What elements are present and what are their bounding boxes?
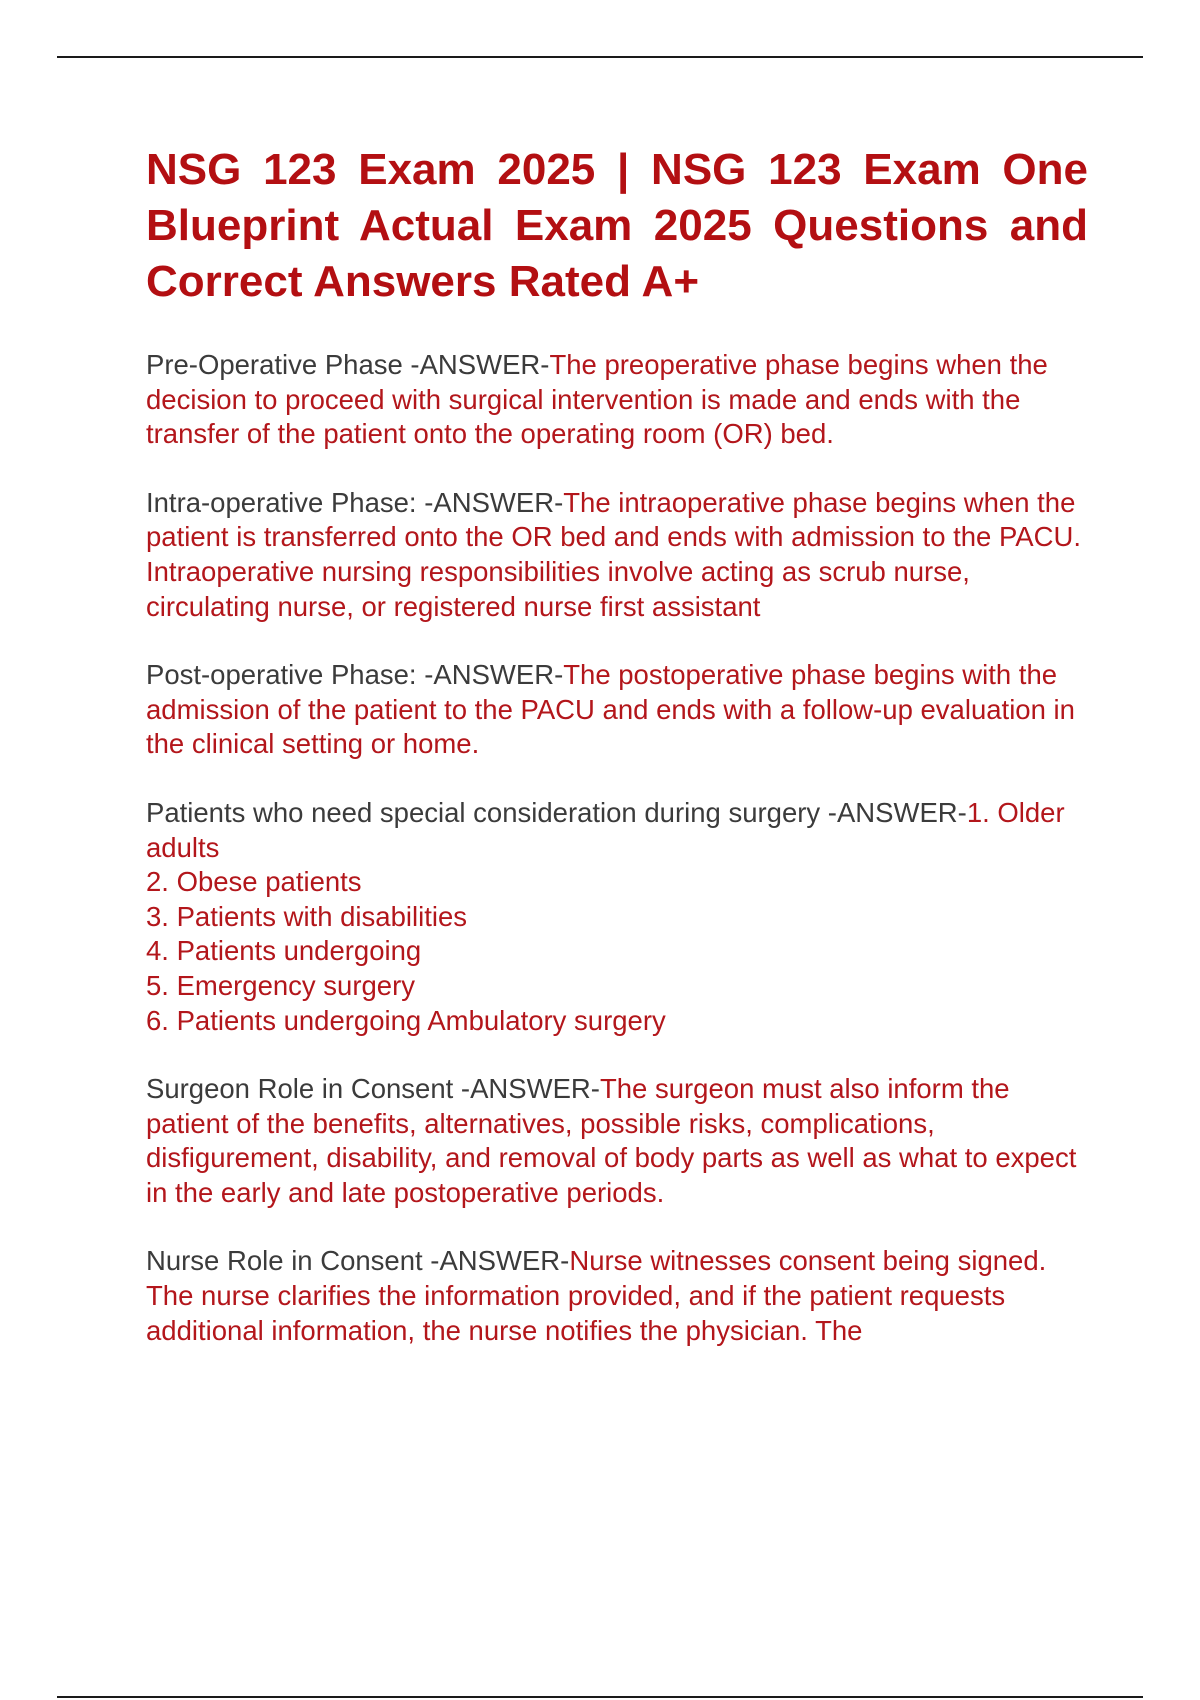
qa-term: Surgeon Role in Consent -ANSWER- [146, 1073, 600, 1105]
document-title: NSG 123 Exam 2025 | NSG 123 Exam One Blueprint Actual Exam 2025 Questions and Correct Answers Rated A+ [146, 145, 1088, 306]
qa-list [146, 348, 1088, 1348]
qa-answer: Nurse witnesses consent being signed. The nurse clarifies the information provided, and if the patient requests additional information, the nurse notifies the physician. The [146, 1245, 1047, 1346]
top-rule [57, 56, 1143, 58]
qa-term: Patients who need special consideration during surgery -ANSWER- [146, 796, 967, 828]
qa-term: Nurse Role in Consent -ANSWER- [146, 1245, 570, 1277]
qa-term: Intra-operative Phase: -ANSWER- [146, 486, 564, 518]
qa-item-intra-operative-phase [146, 486, 1088, 624]
qa-item-surgeon-role-in-consent [146, 1072, 1088, 1210]
qa-item-special-consideration-patients [146, 796, 1088, 1038]
qa-answer: 1. Older adults 2. Obese patients 3. Patients with disabilities 4. Patients undergoing 5. Emergency surgery 6. Patients undergoing Ambulatory surgery [146, 796, 1065, 1036]
qa-item-pre-operative-phase [146, 348, 1088, 452]
qa-answer: The surgeon must also inform the patient of the benefits, alternatives, possible risks, complications, disfigurement, disability, and removal of body parts as well as what to expect in the early and late postoperative periods. [146, 1073, 1077, 1208]
qa-item-nurse-role-in-consent [146, 1244, 1088, 1348]
qa-answer: The intraoperative phase begins when the patient is transferred onto the OR bed and ends with admission to the PACU. Intraoperative nursing responsibilities involve acting as scrub nurse, circulating nurse, or registered nurse first assistant [146, 486, 1081, 622]
qa-term: Pre-Operative Phase -ANSWER- [146, 349, 550, 380]
qa-answer: The preoperative phase begins when the decision to proceed with surgical intervention is made and ends with the transfer of the patient onto the operating room (OR) bed. [146, 349, 1048, 450]
document-body [146, 142, 1088, 1382]
bottom-rule [57, 1696, 1143, 1698]
qa-term: Post-operative Phase: -ANSWER- [146, 659, 564, 691]
qa-answer: The postoperative phase begins with the admission of the patient to the PACU and ends with a follow-up evaluation in the clinical setting or home. [146, 659, 1075, 760]
qa-item-post-operative-phase [146, 658, 1088, 762]
